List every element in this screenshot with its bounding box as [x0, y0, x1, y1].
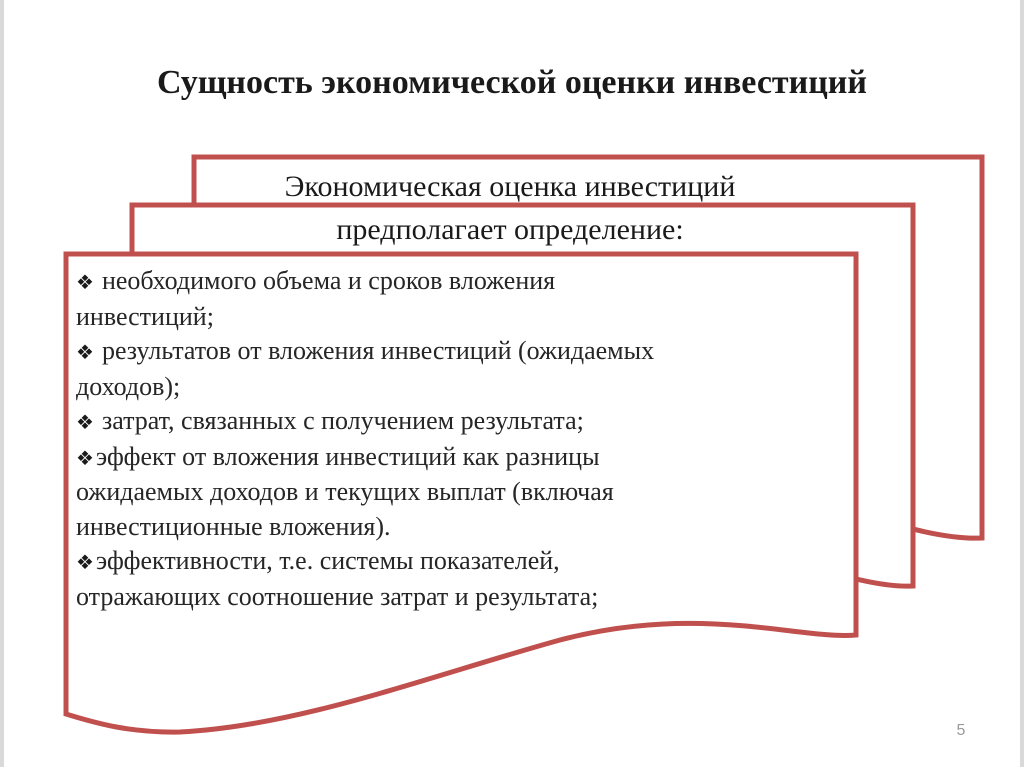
list-item-text: эффективности, т.е. системы показателей, — [95, 546, 560, 575]
list-item-text: ожидаемых доходов и текущих выплат (включая — [76, 477, 614, 506]
page-number: 5 — [956, 722, 966, 739]
document-heading — [190, 165, 830, 251]
list-item-text: доходов); — [76, 371, 181, 401]
list-item-volume-and-terms — [76, 264, 846, 334]
list-item-text: результатов от вложения инвестиций (ожидаемых — [101, 336, 655, 365]
list-item-text: отражающих соотношение затрат и результата; — [76, 581, 599, 611]
four-diamond-bullet-icon: ❖ — [76, 445, 94, 470]
list-item-costs — [76, 404, 846, 440]
list-item-text: инвестиций; — [76, 301, 214, 331]
list-item-text: эффект от вложения инвестиций как разницы — [95, 441, 600, 471]
document-heading-line-1: Экономическая оценка инвестиций — [284, 170, 736, 203]
slide-title: Сущность экономической оценки инвестиций — [157, 64, 867, 101]
determination-list — [76, 264, 846, 614]
list-item-effect — [76, 440, 846, 545]
four-diamond-bullet-icon: ❖ — [76, 340, 94, 364]
four-diamond-bullet-icon: ❖ — [76, 410, 94, 434]
four-diamond-bullet-icon: ❖ — [76, 270, 94, 294]
list-item-efficiency — [76, 544, 846, 614]
list-item-text: необходимого объема и сроков вложения — [101, 266, 556, 295]
list-item-text: затрат, связанных с получением результата; — [101, 406, 584, 435]
list-item-text: инвестиционные вложения). — [76, 511, 391, 541]
document-heading-line-2: предполагает определение: — [336, 213, 684, 246]
four-diamond-bullet-icon: ❖ — [76, 550, 94, 574]
list-item-results — [76, 334, 846, 404]
